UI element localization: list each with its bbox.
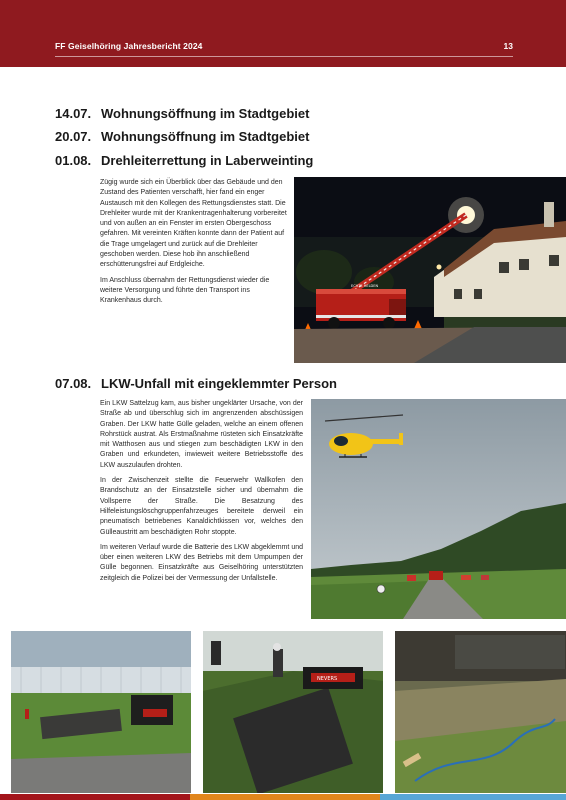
truck-marking-text: NEVERS bbox=[317, 676, 338, 682]
entry-date: 07.08. bbox=[55, 376, 92, 391]
entry-title: LKW-Unfall mit eingeklemmter Person bbox=[101, 376, 337, 391]
paragraph: Im Anschluss übernahm der Rettungsdienst wieder die weitere Versorgung und führte den Transport ins Krankenhaus durch. bbox=[100, 276, 270, 305]
entry-heading-2 bbox=[55, 129, 309, 144]
lkw-report-text bbox=[100, 399, 303, 589]
paragraph: Im weiteren Verlauf wurde die Batterie des LKW abgeklemmt und über einen weiteren LKW des Betriebs mit dem Umpumpen der Gülle begonnen. Einsatzkräfte aus Geiselhöring unterstützten zeitgleich die Polizei bei der Vermessung der Unfallstelle. bbox=[100, 543, 303, 582]
entry-title: Wohnungsöffnung im Stadtgebiet bbox=[101, 129, 310, 144]
entry-heading-4 bbox=[55, 376, 337, 391]
photo-helicopter-accident-site bbox=[311, 399, 566, 619]
report-title: FF Geiselhöring Jahresbericht 2024 bbox=[55, 41, 203, 51]
entry-title: Drehleiterrettung in Laberweinting bbox=[101, 153, 314, 168]
photo-ditch-with-hose bbox=[395, 631, 566, 793]
entry-heading-3 bbox=[55, 153, 313, 168]
entry-title: Wohnungsöffnung im Stadtgebiet bbox=[101, 106, 310, 121]
truck-sign-text: ECHTE HELDEN bbox=[351, 284, 379, 288]
photo-overturned-truck-closeup bbox=[203, 631, 383, 793]
footer-bar-blue bbox=[380, 794, 566, 800]
paragraph: Zügig wurde sich ein Überblick über das Gebäude und den Zustand des Patienten verschafft, hier fand ein enger Austausch mit den Kollegen des Rettungsdienstes statt. Die Drehleiter wurde mit der Krankentragenhalterung vorbereitet und von außen an ein Fenster im ersten Obergeschoss gefahren. Mit vereinten Kräften konnte dann der Patient auf die Trage umgelagert und zurück auf die Drehleiter geschoben werden. Diese hob ihn anschließend erschütterungsfrei auf Erdgleiche. bbox=[100, 179, 287, 269]
entry-date: 14.07. bbox=[55, 106, 92, 121]
page-number: 13 bbox=[503, 41, 513, 51]
drehleiter-report-text bbox=[100, 178, 287, 312]
entry-heading-1 bbox=[55, 106, 309, 121]
page-header bbox=[0, 0, 566, 67]
photo-night-ladder-rescue bbox=[294, 177, 566, 363]
header-divider bbox=[55, 56, 513, 57]
footer-bar-orange bbox=[190, 794, 380, 800]
footer-bar-red bbox=[0, 794, 190, 800]
entry-date: 20.07. bbox=[55, 129, 92, 144]
photo-overturned-truck-greenhouse bbox=[11, 631, 191, 793]
paragraph: In der Zwischenzeit stellte die Feuerwehr Wallkofen den Brandschutz an der Einsatzstelle sicher und übernahm die Vollsperre der Straße. Die Besatzung des Hilfeleistungslöschgruppenfahrzeuges bereitete derweil ein pneumatisch betriebenes Kanaldichtkissen vor, welches den Gülleaustritt am beschädigten Rohr stoppte. bbox=[100, 477, 303, 536]
entry-date: 01.08. bbox=[55, 153, 92, 168]
paragraph: Ein LKW Sattelzug kam, aus bisher ungeklärter Ursache, von der Straße ab und überschlug sich im angrenzenden abschüssigen Graben. Der LKW hatte Gülle geladen, welche an einem offenen Rohrstück austrat. Als Erstmaßnahme rüsteten sich Einsatzkräfte mit Watthosen aus und stiegen zum beschädigten LKW in den Graben und erkundeten, inwieweit weitere Betriebsstoffe des LKW auszulaufen drohten. bbox=[100, 400, 303, 469]
